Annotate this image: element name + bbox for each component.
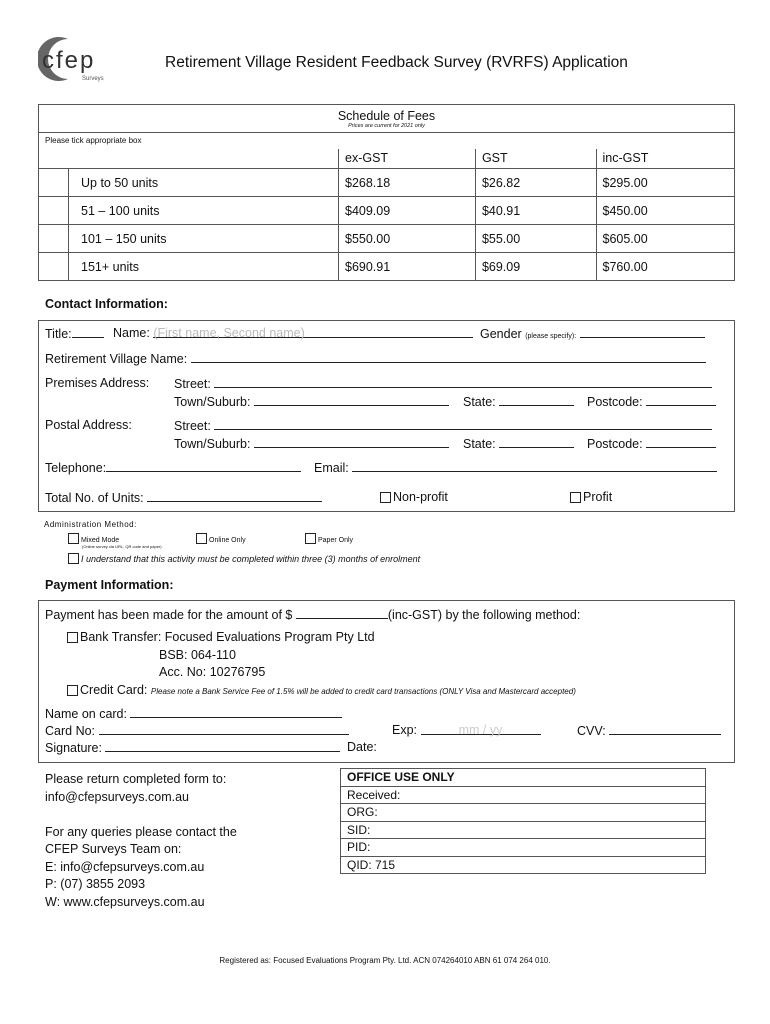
admin-heading: Administration Method: (44, 520, 137, 529)
fee-checkbox[interactable] (39, 197, 69, 225)
cfep-logo (38, 34, 123, 84)
name-field[interactable]: (First name, Second name) (153, 326, 473, 338)
fee-checkbox[interactable] (39, 169, 69, 197)
tick-label: Please tick appropriate box (39, 133, 735, 149)
fee-checkbox[interactable] (39, 225, 69, 253)
contact-heading: Contact Information: (45, 297, 168, 311)
fee-checkbox[interactable] (39, 253, 69, 281)
gender-field[interactable] (580, 326, 705, 338)
svg-text:cfep: cfep (42, 47, 96, 74)
paper-only-checkbox[interactable] (305, 533, 316, 544)
units-field[interactable] (147, 490, 322, 502)
understand-checkbox[interactable] (68, 553, 79, 564)
mixed-mode-checkbox[interactable] (68, 533, 79, 544)
fees-caption: Schedule of Fees Prices are current for 2021 only (39, 105, 735, 133)
premises-postcode-field[interactable] (646, 394, 716, 406)
payment-heading: Payment Information: (45, 578, 174, 592)
telephone-field[interactable] (106, 460, 301, 472)
postal-state-field[interactable] (499, 436, 574, 448)
online-only-checkbox[interactable] (196, 533, 207, 544)
payment-box (38, 600, 735, 763)
signature-field[interactable] (105, 740, 340, 752)
profit-checkbox[interactable] (570, 492, 581, 503)
expiry-field[interactable]: mm / yy (421, 723, 541, 735)
fee-row: 101 – 150 units $550.00 $55.00 $605.00 (39, 225, 735, 253)
card-number-field[interactable] (99, 723, 349, 735)
fees-table: Schedule of Fees Prices are current for 2021 only Please tick appropriate box ex-GST GST inc-GST Up to 50 units $268.18 $26.82 $295.00 51 – 100 units $409.09 $40.91 $450.00 101 – 150 units $550.00 $55.00 $605.00 151+ units $690.91 $69.09 $760.00 (38, 104, 735, 281)
premises-state-field[interactable] (499, 394, 574, 406)
fee-row: 51 – 100 units $409.09 $40.91 $450.00 (39, 197, 735, 225)
fee-row: 151+ units $690.91 $69.09 $760.00 (39, 253, 735, 281)
postal-postcode-field[interactable] (646, 436, 716, 448)
village-field[interactable] (191, 351, 706, 363)
footer: Registered as: Focused Evaluations Program Pty. Ltd. ACN 074264010 ABN 61 074 264 010. (219, 956, 551, 965)
postal-town-field[interactable] (254, 436, 449, 448)
return-info: Please return completed form to: info@cfepsurveys.com.au For any queries please contact the CFEP Surveys Team on: E: info@cfepsurveys.com.au P: (07) 3855 2093 W: www.cfepsurveys.com.au (45, 772, 237, 909)
fee-row: Up to 50 units $268.18 $26.82 $295.00 (39, 169, 735, 197)
name-on-card-field[interactable] (130, 706, 342, 718)
credit-card-checkbox[interactable] (67, 685, 78, 696)
contact-box (38, 320, 735, 512)
cvv-field[interactable] (609, 723, 721, 735)
email-field[interactable] (352, 460, 717, 472)
premises-street-field[interactable] (214, 376, 712, 388)
nonprofit-checkbox[interactable] (380, 492, 391, 503)
bank-transfer-checkbox[interactable] (67, 632, 78, 643)
office-use-table: OFFICE USE ONLY Received: ORG: SID: PID: QID: 715 (340, 768, 706, 874)
premises-town-field[interactable] (254, 394, 449, 406)
svg-text:Surveys: Surveys (82, 76, 104, 82)
title-field[interactable] (72, 326, 104, 338)
amount-field[interactable] (296, 607, 388, 619)
postal-street-field[interactable] (214, 418, 712, 430)
page-title: Retirement Village Resident Feedback Survey (RVRFS) Application (165, 54, 628, 71)
